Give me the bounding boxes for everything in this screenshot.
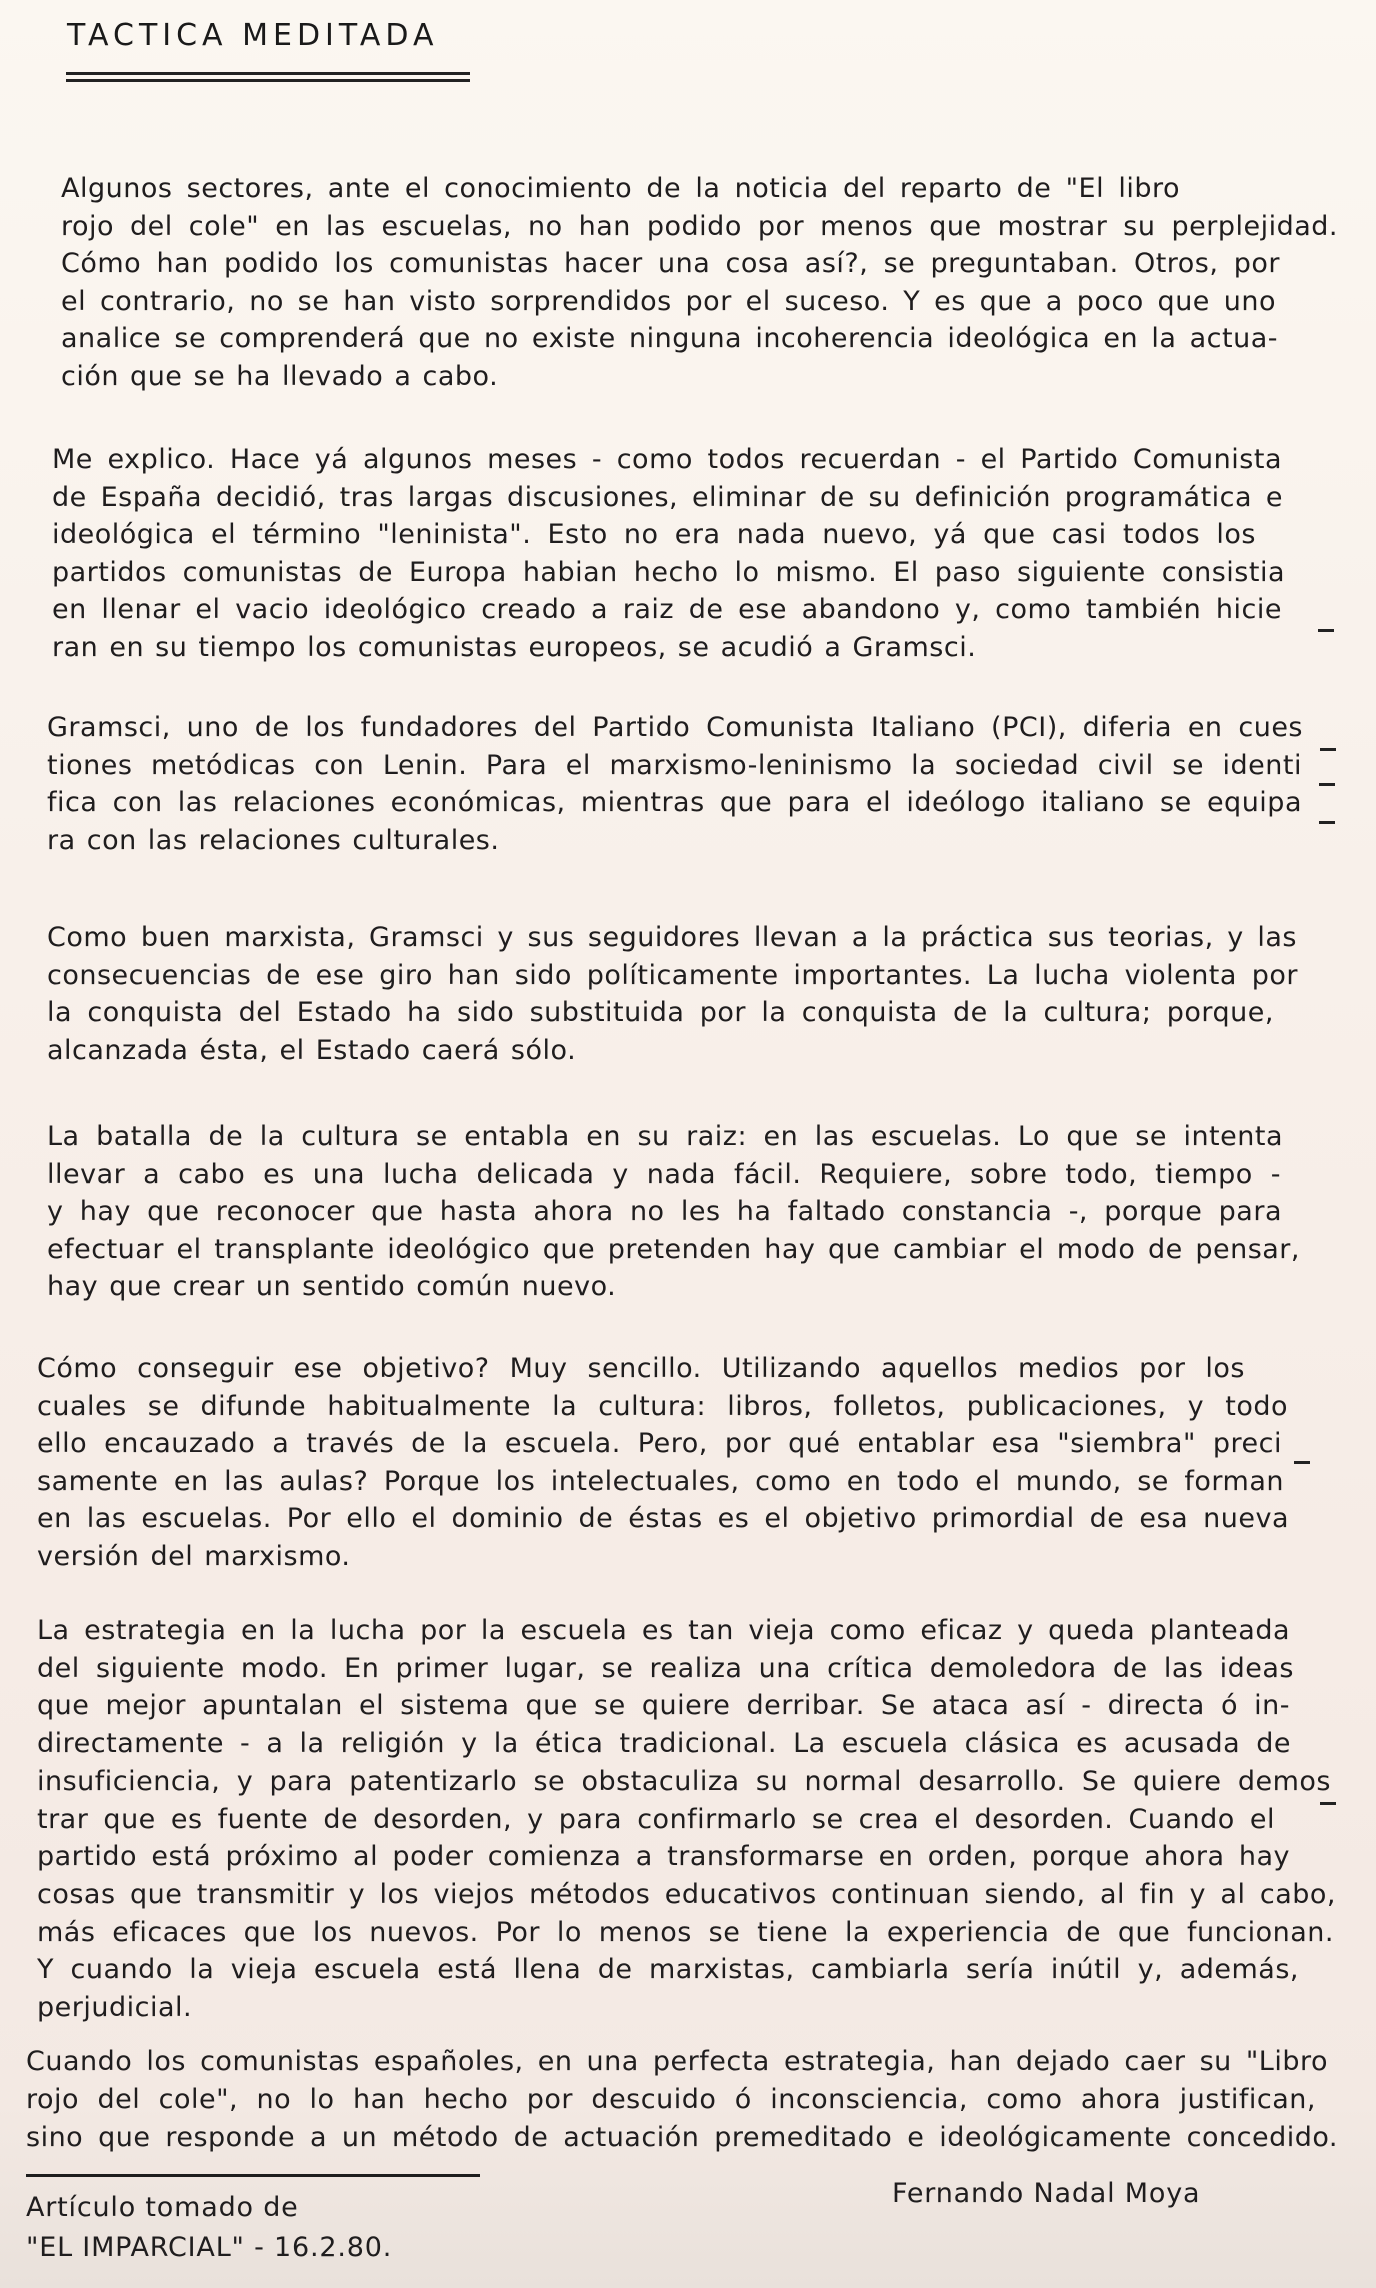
text-line: tiones metódicas con Lenin. Para el marxismo-leninismo la sociedad civil se identi (47, 749, 1302, 781)
text-line: en llenar el vacio ideológico creado a raiz de ese abandono y, como también hicie (52, 594, 1282, 625)
continuation-mark (1320, 748, 1336, 751)
text-line: Cuando los comunistas españoles, en una perfecta estrategia, han dejado caer su "Libro (26, 2046, 1328, 2077)
text-line: partidos comunistas de Europa habian hecho lo mismo. El paso siguiente consistia (52, 556, 1285, 588)
continuation-mark (1319, 783, 1335, 786)
text-line: del siguiente modo. En primer lugar, se realiza una crítica demoledora de las ideas (37, 1652, 1294, 1684)
text-line: directamente - a la religión y la ética tradicional. La escuela clásica es acusada de (37, 1728, 1291, 1760)
text-line: Gramsci, uno de los fundadores del Partido Comunista Italiano (PCI), diferia en cues (47, 712, 1303, 743)
text-line: consecuencias de ese giro han sido políticamente importantes. La lucha violenta por (47, 959, 1298, 991)
source-note-line-2: "EL IMPARCIAL" - 16.2.80. (26, 2232, 393, 2263)
text-line: ideológica el término "leninista". Esto no era nada nuevo, yá que casi todos los (52, 519, 1256, 550)
text-line: partido está próximo al poder comienza a transformarse en orden, porque ahora hay (37, 1841, 1290, 1873)
text-line: ción que se ha llevado a cabo. (61, 360, 499, 392)
text-line: el contrario, no se han visto sorprendidos por el suceso. Y es que a poco que uno (61, 285, 1276, 317)
author-signature: Fernando Nadal Moya (892, 2178, 1201, 2209)
text-line: ra con las relaciones culturales. (47, 824, 500, 856)
text-line: que mejor apuntalan el sistema que se quiere derribar. Se ataca así - directa ó in- (37, 1690, 1290, 1722)
text-line: Cómo han podido los comunistas hacer una cosa así?, se preguntaban. Otros, por (61, 248, 1280, 279)
text-line: cosas que transmitir y los viejos métodos educativos continuan siendo, al fin y al cabo, (37, 1878, 1336, 1910)
text-line: sino que responde a un método de actuación premeditado e ideológicamente concedido. (26, 2121, 1338, 2153)
text-line: hay que crear un sentido común nuevo. (47, 1271, 617, 1303)
text-line: versión del marxismo. (37, 1541, 351, 1572)
text-line: rojo del cole" en las escuelas, no han podido por menos que mostrar su perplejidad. (61, 210, 1338, 242)
text-line: perjudicial. (37, 1992, 193, 2023)
text-line: Algunos sectores, ante el conocimiento de la noticia del reparto de "El libro (61, 173, 1180, 204)
continuation-mark (1319, 821, 1335, 824)
text-line: ran en su tiempo los comunistas europeos, se acudió a Gramsci. (52, 631, 977, 663)
text-line: La estrategia en la lucha por la escuela es tan vieja como eficaz y queda planteada (37, 1615, 1290, 1646)
text-line: analice se comprenderá que no existe ninguna incoherencia ideológica en la actua- (61, 323, 1278, 354)
text-line: Cómo conseguir ese objetivo? Muy sencillo. Utilizando aquellos medios por los (37, 1353, 1245, 1384)
source-note-line-1: Artículo tomado de (26, 2192, 299, 2223)
text-line: alcanzada ésta, el Estado caerá sólo. (47, 1034, 577, 1066)
continuation-mark (1320, 1802, 1336, 1805)
text-line: Me explico. Hace yá algunos meses - como todos recuerdan - el Partido Comunista (52, 444, 1282, 475)
continuation-mark (1318, 629, 1334, 632)
footer-rule (26, 2174, 480, 2177)
continuation-mark (1294, 1461, 1310, 1464)
text-line: rojo del cole", no lo han hecho por descuido ó inconsciencia, como ahora justifican, (26, 2083, 1316, 2115)
title-underline-bottom (66, 79, 470, 82)
text-line: efectuar el transplante ideológico que pretenden hay que cambiar el modo de pensar, (47, 1233, 1300, 1265)
text-line: llevar a cabo es una lucha delicada y nada fácil. Requiere, sobre todo, tiempo - (47, 1158, 1281, 1190)
text-line: samente en las aulas? Porque los intelectuales, como en todo el mundo, se forman (37, 1465, 1284, 1497)
text-line: más eficaces que los nuevos. Por lo menos se tiene la experiencia de que funcionan. (37, 1916, 1334, 1948)
text-line: ello encauzado a través de la escuela. Pero, por qué entablar esa "siembra" preci (37, 1428, 1282, 1460)
document-title: TACTICA MEDITADA (67, 18, 439, 53)
text-line: trar que es fuente de desorden, y para confirmarlo se crea el desorden. Cuando el (37, 1803, 1275, 1835)
text-line: Como buen marxista, Gramsci y sus seguidores llevan a la práctica sus teorias, y las (47, 922, 1297, 953)
text-line: Y cuando la vieja escuela está llena de marxistas, cambiarla sería inútil y, además, (37, 1954, 1299, 1986)
text-line: y hay que reconocer que hasta ahora no les ha faltado constancia -, porque para (47, 1196, 1282, 1228)
text-line: la conquista del Estado ha sido substituida por la conquista de la cultura; porque, (47, 997, 1274, 1029)
title-underline-top (66, 72, 470, 75)
text-line: La batalla de la cultura se entabla en su raiz: en las escuelas. Lo que se intenta (47, 1121, 1283, 1152)
text-line: insuficiencia, y para patentizarlo se obstaculiza su normal desarrollo. Se quiere demos (37, 1765, 1331, 1797)
text-line: cuales se difunde habitualmente la cultura: libros, folletos, publicaciones, y todo (37, 1390, 1288, 1422)
text-line: de España decidió, tras largas discusiones, eliminar de su definición programática e (52, 481, 1283, 513)
text-line: en las escuelas. Por ello el dominio de éstas es el objetivo primordial de esa nueva (37, 1503, 1289, 1535)
text-line: fica con las relaciones económicas, mientras que para el ideólogo italiano se equipa (47, 787, 1302, 819)
